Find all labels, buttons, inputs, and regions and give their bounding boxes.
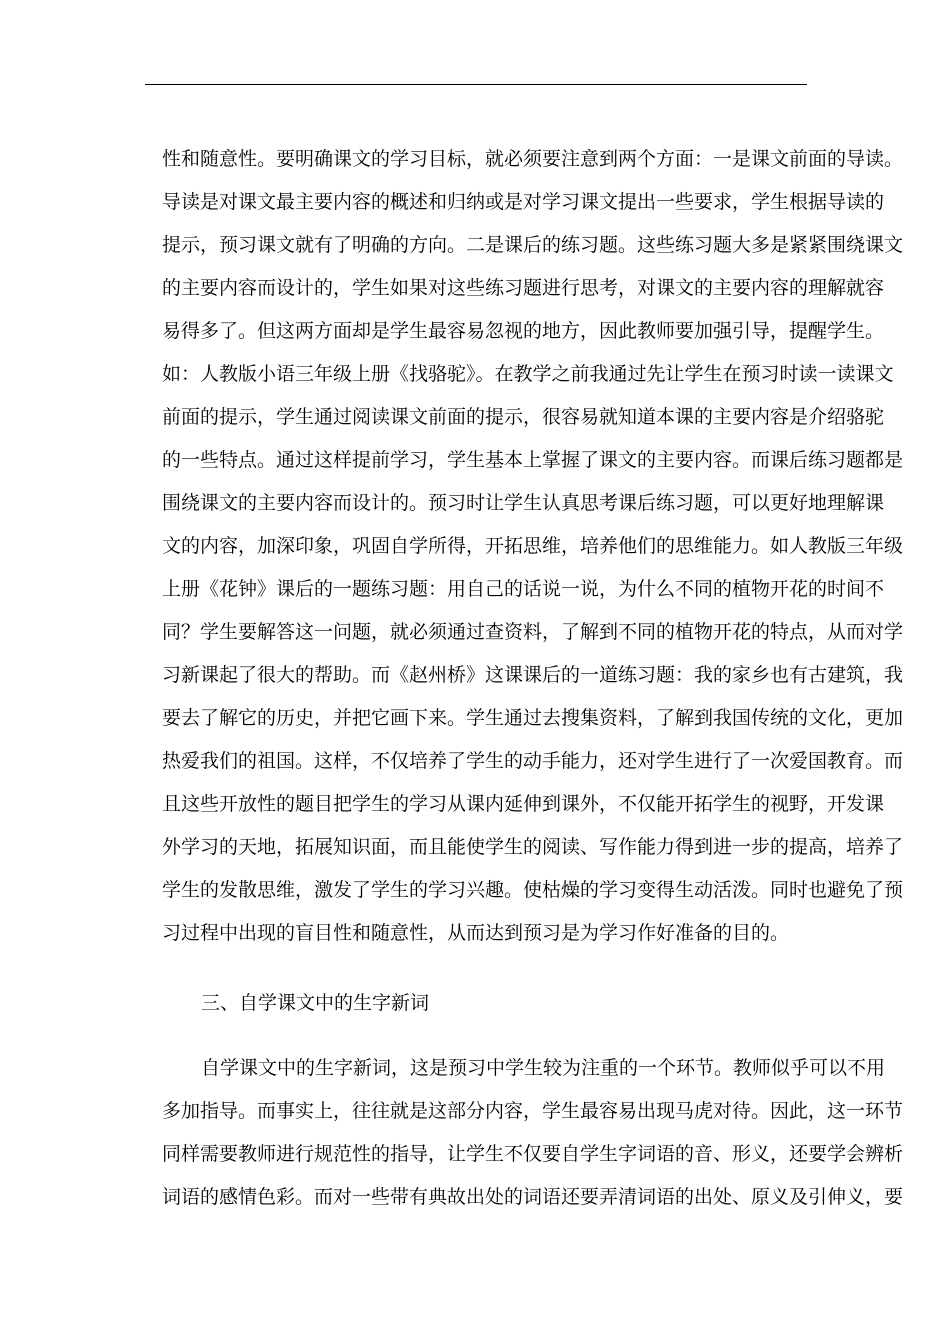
- text-line: 同样需要教师进行规范性的指导，让学生不仅要自学生字词语的音、形义，还要学会辨析: [162, 1143, 904, 1165]
- text-line: 学生的发散思维，激发了学生的学习兴趣。使枯燥的学习变得生动活泼。同时也避免了预: [162, 879, 904, 901]
- text-line: 习过程中出现的盲目性和随意性，从而达到预习是为学习作好准备的目的。: [162, 922, 790, 944]
- text-line: 自学课文中的生字新词，这是预习中学生较为注重的一个环节。教师似乎可以不用: [201, 1057, 886, 1079]
- text-line: 词语的感情色彩。而对一些带有典故出处的词语还要弄清词语的出处、原义及引伸义，要: [162, 1186, 904, 1208]
- text-line: 要去了解它的历史，并把它画下来。学生通过去搜集资料，了解到我国传统的文化，更加: [162, 707, 904, 729]
- text-line: 导读是对课文最主要内容的概述和归纳或是对学习课文提出一些要求，学生根据导读的: [162, 191, 885, 213]
- text-line: 热爱我们的祖国。这样，不仅培养了学生的动手能力，还对学生进行了一次爱国教育。而: [162, 750, 904, 772]
- header-rule: [145, 84, 807, 85]
- text-line: 提示，预习课文就有了明确的方向。二是课后的练习题。这些练习题大多是紧紧围绕课文: [162, 234, 904, 256]
- text-line: 的主要内容而设计的，学生如果对这些练习题进行思考，对课文的主要内容的理解就容: [162, 277, 885, 299]
- text-line: 前面的提示，学生通过阅读课文前面的提示，很容易就知道本课的主要内容是介绍骆驼: [162, 406, 885, 428]
- text-line: 且这些开放性的题目把学生的学习从课内延伸到课外，不仅能开拓学生的视野，开发课: [162, 793, 885, 815]
- text-line: 文的内容，加深印象，巩固自学所得，开拓思维，培养他们的思维能力。如人教版三年级: [162, 535, 904, 557]
- text-line: 性和随意性。要明确课文的学习目标，就必须要注意到两个方面：一是课文前面的导读。: [162, 148, 904, 170]
- text-line: 易得多了。但这两方面却是学生最容易忽视的地方，因此教师要加强引导，提醒学生。: [162, 320, 885, 342]
- text-line: 上册《花钟》课后的一题练习题：用自己的话说一说，为什么不同的植物开花的时间不: [162, 578, 885, 600]
- text-line: 外学习的天地，拓展知识面，而且能使学生的阅读、写作能力得到进一步的提高，培养了: [162, 836, 904, 858]
- text-line: 同？学生要解答这一问题，就必须通过查资料，了解到不同的植物开花的特点，从而对学: [162, 621, 904, 643]
- section-heading: 三、自学课文中的生字新词: [201, 992, 430, 1014]
- text-line: 的一些特点。通过这样提前学习，学生基本上掌握了课文的主要内容。而课后练习题都是: [162, 449, 904, 471]
- text-line: 如：人教版小语三年级上册《找骆驼》。在教学之前我通过先让学生在预习时读一读课文: [162, 363, 894, 385]
- text-line: 围绕课文的主要内容而设计的。预习时让学生认真思考课后练习题，可以更好地理解课: [162, 492, 885, 514]
- text-line: 多加指导。而事实上，往往就是这部分内容，学生最容易出现马虎对待。因此，这一环节: [162, 1100, 904, 1122]
- text-line: 习新课起了很大的帮助。而《赵州桥》这课课后的一道练习题：我的家乡也有古建筑，我: [162, 664, 904, 686]
